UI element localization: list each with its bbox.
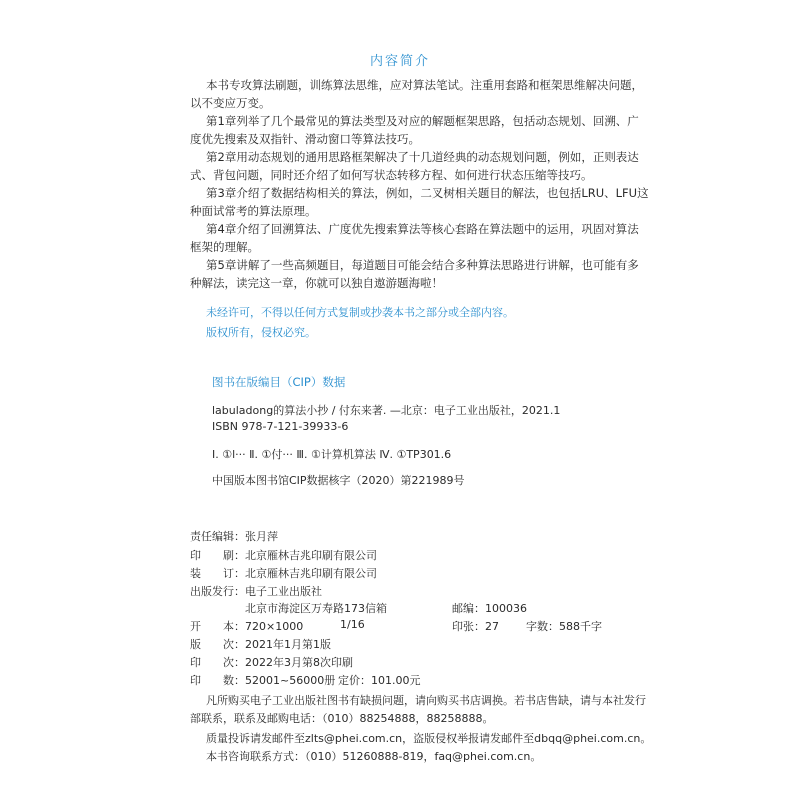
intro-paragraph [190, 148, 650, 184]
imprint-label: 印 刷： [190, 549, 245, 562]
intro-paragraph-text: 第1章列举了几个最常见的算法类型及对应的解题框架思路，包括动态规划、回溯、广度优先搜索及双指针、滑动窗口等算法技巧。 [190, 114, 639, 146]
intro-paragraph-text: 第4章介绍了回溯算法、广度优先搜索算法等核心套路在算法题中的运用，巩固对算法框架的理解。 [190, 222, 639, 254]
imprint-bind [190, 565, 377, 581]
cip-heading: 图书在版编目（CIP）数据 [212, 375, 346, 389]
imprint-words: 字数：588千字 [526, 620, 602, 633]
imprint-value: 2021年1月第1版 [245, 638, 331, 651]
intro-paragraph-text: 第3章介绍了数据结构相关的算法，例如，二叉树相关题目的解法，也包括LRU、LFU这种面试常考的算法原理。 [190, 186, 649, 218]
imprint-value: 北京雁林吉兆印刷有限公司 [245, 567, 377, 580]
imprint-format-fraction: 1/16 [340, 618, 365, 631]
intro-paragraph [190, 220, 650, 256]
notice-paragraph [190, 692, 650, 728]
notice-complaint: 质量投诉请发邮件至zlts@phei.com.cn，盗版侵权举报请发邮件至dbqq@phei.com.cn。 [206, 732, 652, 745]
notice-contact: 本书咨询联系方式：（010）51260888-819，faq@phei.com.cn。 [206, 750, 542, 763]
rights-reserved: 版权所有，侵权必究。 [206, 326, 316, 339]
imprint-format [190, 618, 303, 634]
imprint-label: 版 次： [190, 638, 245, 651]
imprint-sheets: 印张：27 [452, 620, 499, 633]
intro-paragraph-text: 第2章用动态规划的通用思路框架解决了十几道经典的动态规划问题，例如，正则表达式、背包问题，同时还介绍了如何写状态转移方程、如何进行状态压缩等技巧。 [190, 150, 639, 182]
intro-paragraph [190, 256, 650, 292]
imprint-editor [190, 528, 278, 544]
intro-paragraph-text: 第5章讲解了一些高频题目，每道题目可能会结合多种算法思路进行讲解，也可能有多种解法，读完这一章，你就可以独自遨游题海啦！ [190, 258, 639, 290]
imprint-price: 定价：101.00元 [338, 674, 421, 687]
imprint-copies [190, 672, 335, 688]
imprint-label: 开 本： [190, 620, 245, 633]
cip-line: ISBN 978-7-121-39933-6 [212, 420, 349, 433]
intro-paragraph-text: 本书专攻算法刷题，训练算法思维，应对算法笔试。注重用套路和框架思维解决问题，以不变应万变。 [190, 78, 643, 110]
imprint-address: 北京市海淀区万寿路173信箱 [245, 602, 387, 615]
cip-line: 中国版本图书馆CIP数据核字（2020）第221989号 [212, 474, 465, 487]
imprint-label: 装 订： [190, 567, 245, 580]
intro-paragraph [190, 112, 650, 148]
imprint-edition [190, 636, 331, 652]
imprint-value: 52001~56000册 [245, 674, 336, 687]
cip-line: labuladong的算法小抄 / 付东来著. —北京：电子工业出版社，2021.1 [212, 404, 561, 417]
intro-paragraph [190, 184, 650, 220]
imprint-printing [190, 654, 353, 670]
imprint-print [190, 547, 377, 563]
imprint-label: 印 数： [190, 674, 245, 687]
imprint-value: 720×1000 [245, 620, 304, 633]
imprint-label: 印 次： [190, 656, 245, 669]
imprint-label: 出版发行： [190, 585, 245, 598]
imprint-postcode: 邮编：100036 [452, 602, 527, 615]
imprint-value: 2022年3月第8次印刷 [245, 656, 353, 669]
imprint-value: 北京雁林吉兆印刷有限公司 [245, 549, 377, 562]
imprint-publisher [190, 583, 322, 599]
intro-paragraph [190, 76, 650, 112]
copyright-notice: 未经许可，不得以任何方式复制或抄袭本书之部分或全部内容。 [206, 306, 514, 319]
intro-heading: 内容简介 [369, 54, 430, 69]
imprint-value: 电子工业出版社 [245, 585, 322, 598]
imprint-value: 张月萍 [245, 530, 278, 543]
cip-line: Ⅰ. ①l··· Ⅱ. ①付··· Ⅲ. ①计算机算法 Ⅳ. ①TP301.6 [212, 448, 452, 461]
imprint-label: 责任编辑： [190, 530, 245, 543]
notice-text: 凡所购买电子工业出版社图书有缺损问题，请向购买书店调换。若书店售缺，请与本社发行部联系，联系及邮购电话：（010）88254888，88258888。 [190, 694, 646, 725]
